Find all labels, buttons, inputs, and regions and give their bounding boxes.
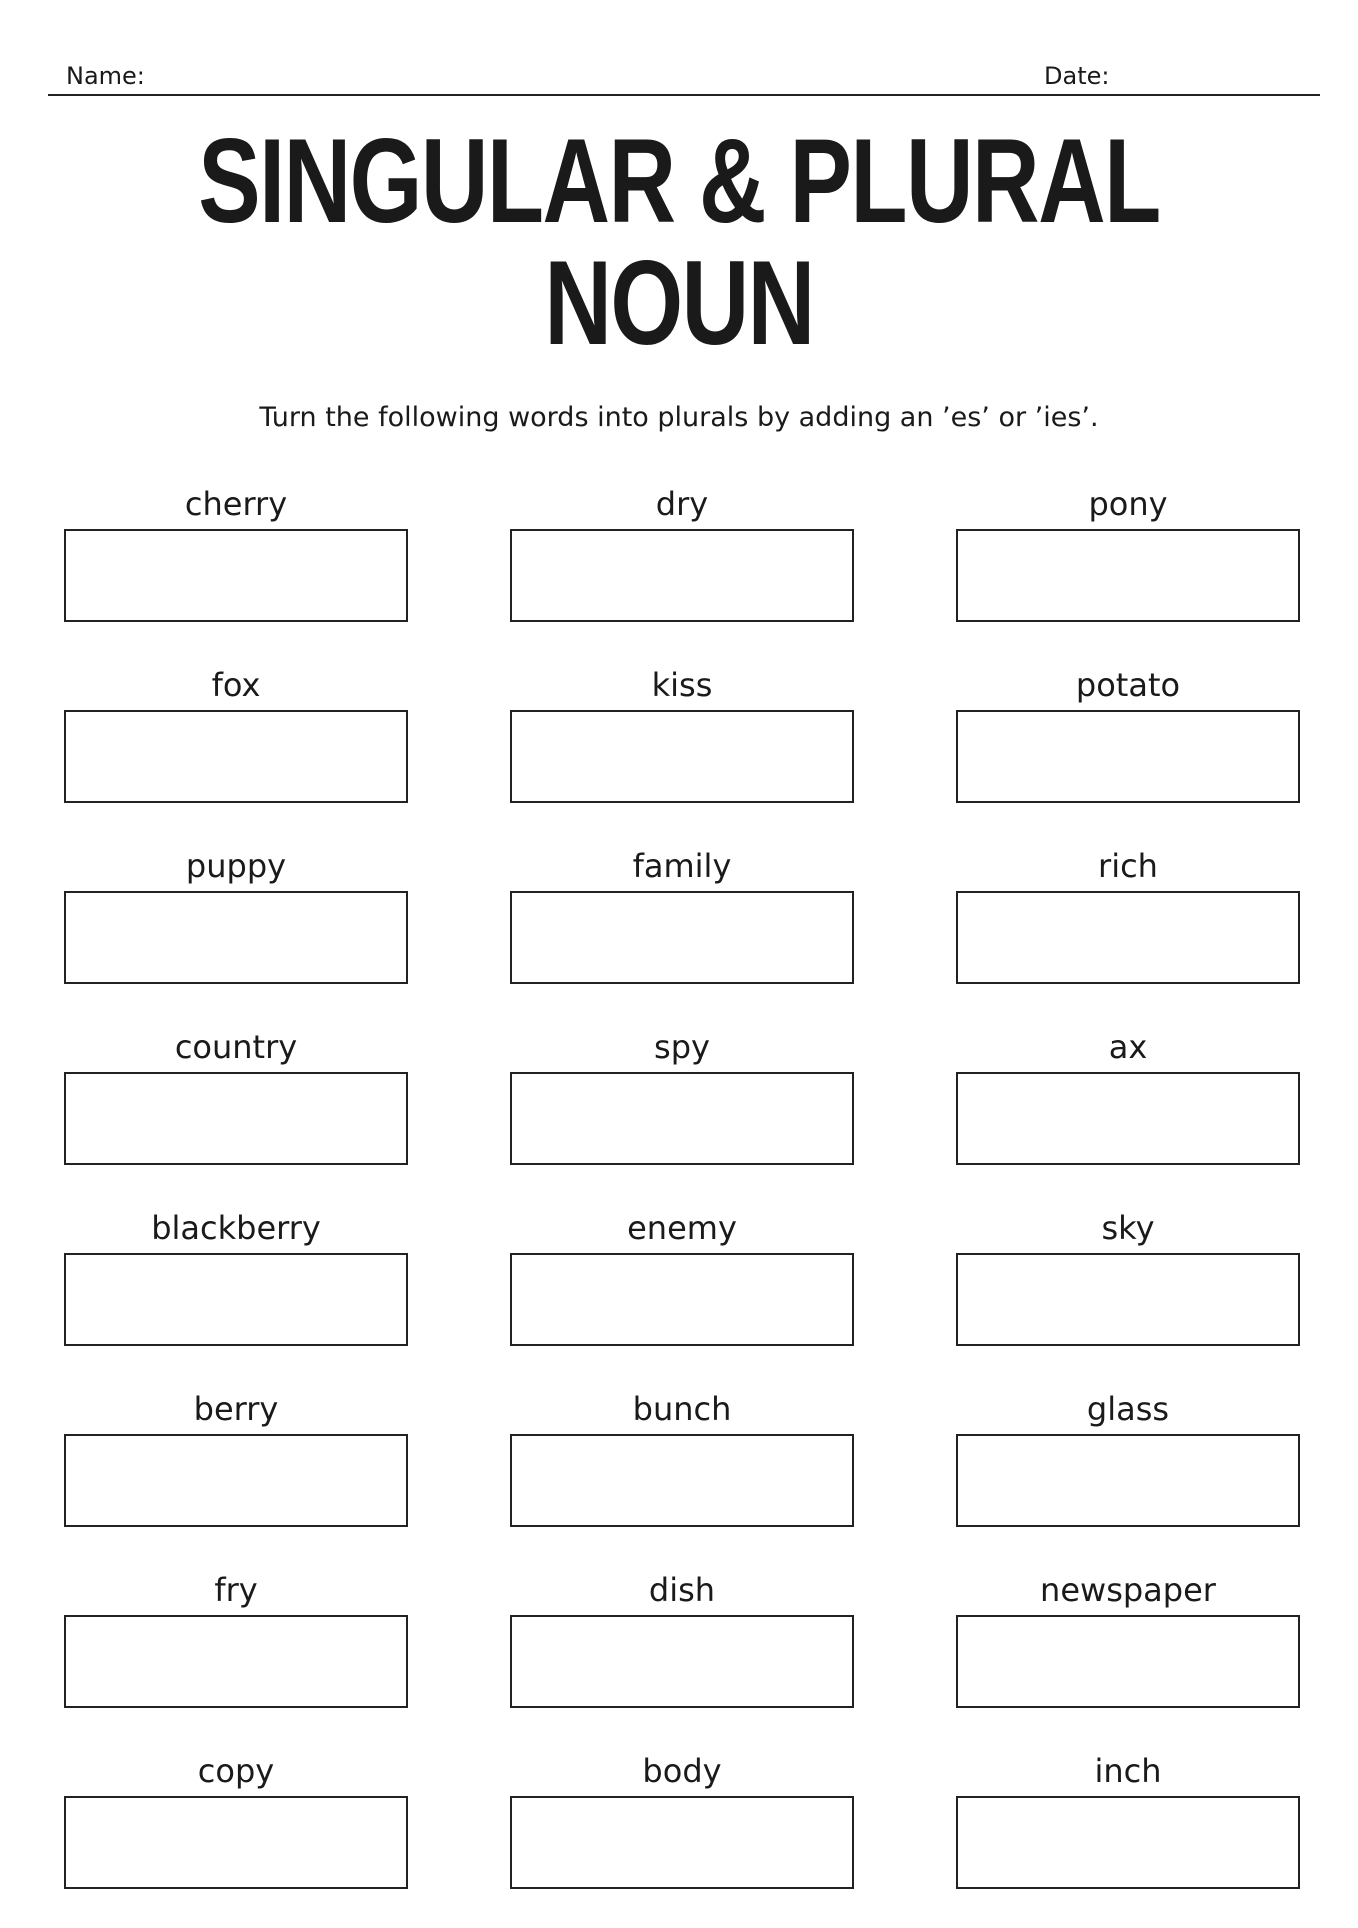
word-label: country [174, 1028, 298, 1066]
word-label: dish [648, 1571, 716, 1609]
word-cell [510, 1204, 854, 1385]
word-cell [956, 1204, 1300, 1385]
header-row [48, 58, 1320, 96]
word-label: kiss [651, 666, 713, 704]
answer-box[interactable] [956, 529, 1300, 622]
word-label: ax [1108, 1028, 1148, 1066]
word-label: berry [193, 1390, 279, 1428]
answer-box[interactable] [510, 1253, 854, 1346]
word-label: inch [1094, 1752, 1162, 1790]
answer-box[interactable] [956, 1615, 1300, 1708]
answer-box[interactable] [64, 1253, 408, 1346]
answer-box[interactable] [64, 1796, 408, 1889]
name-label: Name: [66, 62, 145, 90]
word-cell [510, 1023, 854, 1204]
answer-box[interactable] [510, 529, 854, 622]
answer-box[interactable] [64, 1615, 408, 1708]
word-cell [64, 842, 408, 1023]
word-cell [510, 661, 854, 842]
word-cell [64, 480, 408, 661]
word-cell [956, 480, 1300, 661]
date-label: Date: [1044, 62, 1110, 90]
title-line-2: NOUN [544, 236, 814, 370]
word-label: dry [655, 485, 709, 523]
word-label: puppy [185, 847, 287, 885]
answer-box[interactable] [956, 1072, 1300, 1165]
answer-box[interactable] [64, 710, 408, 803]
answer-box[interactable] [64, 1434, 408, 1527]
answer-box[interactable] [64, 529, 408, 622]
word-cell [956, 1566, 1300, 1747]
word-label: copy [197, 1752, 275, 1790]
word-cell [510, 480, 854, 661]
word-cell [956, 1023, 1300, 1204]
word-cell [64, 1747, 408, 1928]
answer-box[interactable] [510, 1796, 854, 1889]
word-cell [956, 661, 1300, 842]
answer-box[interactable] [510, 1072, 854, 1165]
word-label: spy [654, 1028, 710, 1066]
word-label: cherry [184, 485, 288, 523]
answer-box[interactable] [956, 1434, 1300, 1527]
word-label: rich [1098, 847, 1158, 885]
word-cell [510, 1747, 854, 1928]
word-label: sky [1101, 1209, 1155, 1247]
word-cell [64, 1204, 408, 1385]
word-grid [64, 480, 1300, 1928]
answer-box[interactable] [64, 891, 408, 984]
word-cell [956, 1747, 1300, 1928]
answer-box[interactable] [956, 891, 1300, 984]
word-label: potato [1075, 666, 1181, 704]
word-cell [956, 1385, 1300, 1566]
answer-box[interactable] [510, 710, 854, 803]
word-label: glass [1086, 1390, 1170, 1428]
word-label: enemy [627, 1209, 737, 1247]
answer-box[interactable] [956, 1253, 1300, 1346]
answer-box[interactable] [64, 1072, 408, 1165]
title-line-1: SINGULAR & PLURAL [198, 114, 1160, 248]
word-cell [510, 1566, 854, 1747]
word-cell [64, 661, 408, 842]
page-title [149, 114, 1208, 370]
instructions: Turn the following words into plurals by adding an ’es’ or ’ies’. [259, 402, 1099, 433]
answer-box[interactable] [510, 1615, 854, 1708]
word-label: fox [211, 666, 261, 704]
word-cell [956, 842, 1300, 1023]
word-cell [64, 1385, 408, 1566]
answer-box[interactable] [510, 1434, 854, 1527]
answer-box[interactable] [956, 710, 1300, 803]
answer-box[interactable] [956, 1796, 1300, 1889]
answer-box[interactable] [510, 891, 854, 984]
word-label: newspaper [1040, 1571, 1216, 1609]
word-cell [510, 1385, 854, 1566]
word-label: bunch [632, 1390, 732, 1428]
word-label: body [642, 1752, 722, 1790]
word-cell [64, 1023, 408, 1204]
word-label: family [632, 847, 732, 885]
word-label: blackberry [151, 1209, 321, 1247]
word-label: fry [214, 1571, 258, 1609]
word-cell [510, 842, 854, 1023]
word-cell [64, 1566, 408, 1747]
word-label: pony [1088, 485, 1168, 523]
